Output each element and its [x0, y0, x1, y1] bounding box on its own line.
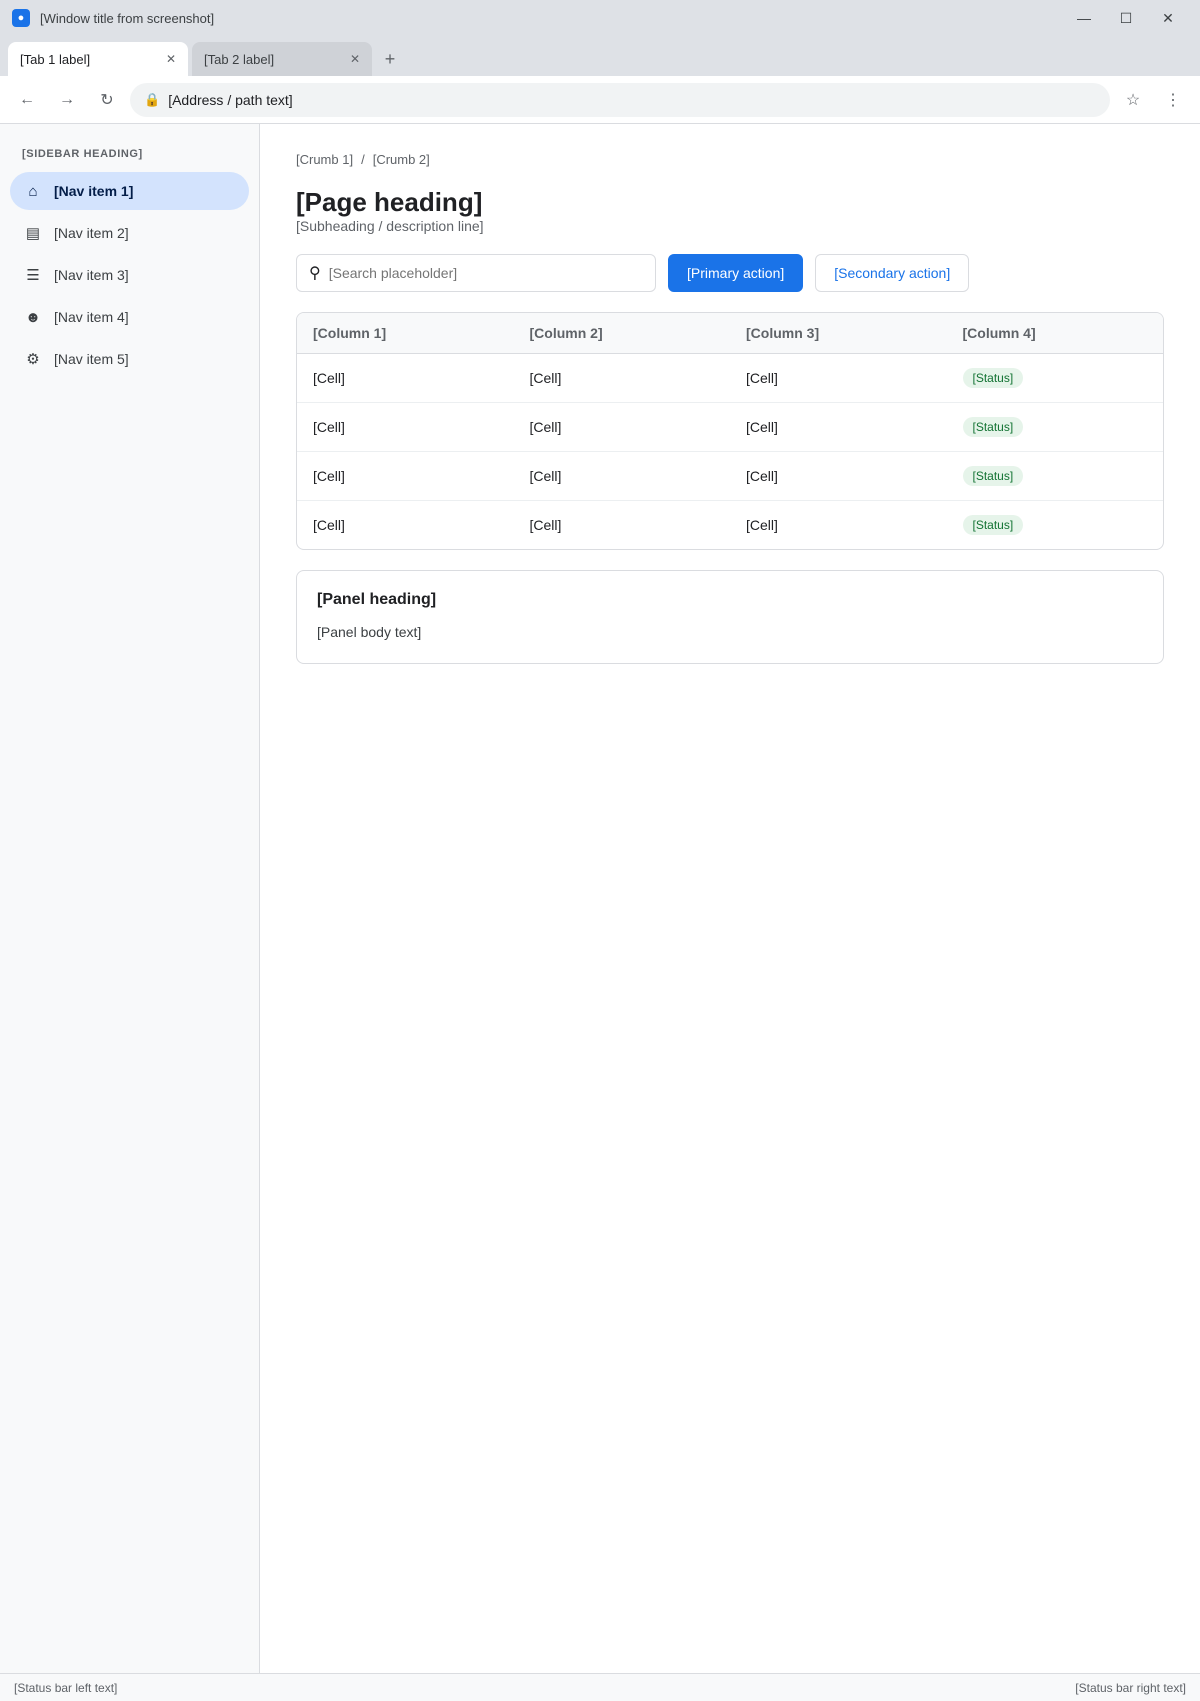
panel-title: [Panel heading] [317, 591, 437, 608]
tab-1[interactable] [8, 42, 188, 76]
table-cell: [Cell] [297, 403, 514, 452]
controls-row [296, 254, 1164, 292]
back-icon[interactable]: ← [19, 90, 35, 108]
table-cell: [Cell] [313, 517, 345, 533]
tab-2-label: [Tab 2 label] [204, 51, 275, 67]
sidebar-item-label: [Nav item 5] [54, 351, 129, 367]
status-bar [0, 1673, 1200, 1701]
breadcrumb-item[interactable]: [Crumb 1] [296, 152, 354, 167]
column-header[interactable]: [Column 2] [514, 313, 731, 354]
status-badge: [Status] [963, 368, 1024, 388]
table-cell: [Cell] [514, 403, 731, 452]
tab-1-close-icon[interactable]: ✕ [165, 52, 176, 66]
close-icon[interactable]: ✕ [1162, 9, 1174, 26]
sidebar-item-5[interactable] [10, 340, 249, 378]
status-badge: [Status] [963, 515, 1024, 535]
toolbar [0, 76, 1200, 124]
info-panel [296, 570, 1164, 664]
main-panel [260, 124, 1200, 1673]
table-row[interactable] [297, 501, 1163, 550]
lock-icon: 🔒 [144, 91, 161, 107]
primary-button[interactable]: [Primary action] [668, 254, 803, 292]
panel-text: [Panel body text] [317, 624, 422, 640]
table-cell: [Cell] [529, 517, 562, 533]
secondary-button[interactable]: [Secondary action] [815, 254, 969, 292]
tab-1-label: [Tab 1 label] [20, 51, 91, 67]
table-row[interactable] [297, 403, 1163, 452]
tab-bar [0, 36, 1200, 76]
menu-icon[interactable]: ⋮ [1165, 91, 1181, 109]
sidebar-item-3[interactable] [10, 256, 249, 294]
user-icon: ☻ [25, 308, 41, 326]
new-tab-icon[interactable]: + [384, 48, 396, 69]
star-icon[interactable]: ☆ [1125, 91, 1141, 109]
home-icon: ⌂ [28, 182, 38, 200]
table-cell: [Cell] [730, 403, 947, 452]
folder-icon: ▤ [25, 225, 41, 242]
app-logo-icon: ● [12, 9, 30, 27]
document-icon: ☰ [26, 267, 40, 284]
breadcrumb [296, 152, 1164, 167]
table-header-row [297, 313, 1163, 354]
sidebar-heading: [SIDEBAR HEADING] [22, 148, 143, 160]
window-controls [1064, 4, 1188, 32]
gear-icon: ⚙ [26, 351, 40, 368]
search-icon: ⚲ [309, 265, 321, 282]
content-area [0, 124, 1200, 1673]
sidebar [0, 124, 260, 1673]
sidebar-item-1[interactable] [10, 172, 249, 210]
address-bar[interactable] [130, 83, 1110, 117]
table-cell: [Cell] [514, 452, 731, 501]
column-header[interactable]: [Column 3] [730, 313, 947, 354]
search-box[interactable] [296, 254, 656, 292]
status-right: [Status bar right text] [1075, 1680, 1186, 1695]
data-table [297, 313, 1163, 549]
table-row[interactable] [297, 354, 1163, 403]
data-table-card [296, 312, 1164, 550]
table-cell [947, 452, 1164, 501]
sidebar-item-2[interactable] [10, 214, 249, 252]
title-bar [0, 0, 1200, 36]
status-badge: [Status] [963, 417, 1024, 437]
table-cell: [Cell] [746, 517, 778, 533]
breadcrumb-item: [Crumb 2] [372, 152, 430, 167]
tab-2[interactable] [192, 42, 372, 76]
tab-2-close-icon[interactable]: ✕ [349, 52, 360, 66]
column-header[interactable]: [Column 4] [947, 313, 1164, 354]
breadcrumb-separator: / [361, 152, 365, 167]
table-cell [947, 403, 1164, 452]
minimize-icon[interactable]: — [1077, 10, 1091, 26]
address-input[interactable] [168, 92, 1096, 108]
table-cell: [Cell] [297, 354, 514, 403]
forward-icon[interactable]: → [59, 90, 75, 108]
table-cell: [Cell] [730, 354, 947, 403]
table-row[interactable] [297, 452, 1163, 501]
sidebar-item-label: [Nav item 2] [54, 225, 129, 241]
sidebar-item-label: [Nav item 4] [54, 309, 129, 325]
sidebar-item-label: [Nav item 1] [54, 183, 134, 199]
search-input[interactable] [329, 265, 643, 281]
status-left: [Status bar left text] [14, 1680, 118, 1695]
page-subtitle: [Subheading / description line] [296, 218, 484, 234]
table-cell [947, 501, 1164, 550]
table-cell: [Cell] [730, 452, 947, 501]
sidebar-item-label: [Nav item 3] [54, 267, 129, 283]
sidebar-item-4[interactable] [10, 298, 249, 336]
page-title: [Page heading] [296, 187, 483, 217]
column-header[interactable]: [Column 1] [297, 313, 514, 354]
table-cell [947, 354, 1164, 403]
reload-icon[interactable]: ↻ [100, 91, 114, 109]
table-cell: [Cell] [297, 452, 514, 501]
table-cell: [Cell] [514, 354, 731, 403]
window-title: [Window title from screenshot] [40, 10, 215, 26]
maximize-icon[interactable]: ☐ [1119, 9, 1133, 26]
status-badge: [Status] [963, 466, 1024, 486]
